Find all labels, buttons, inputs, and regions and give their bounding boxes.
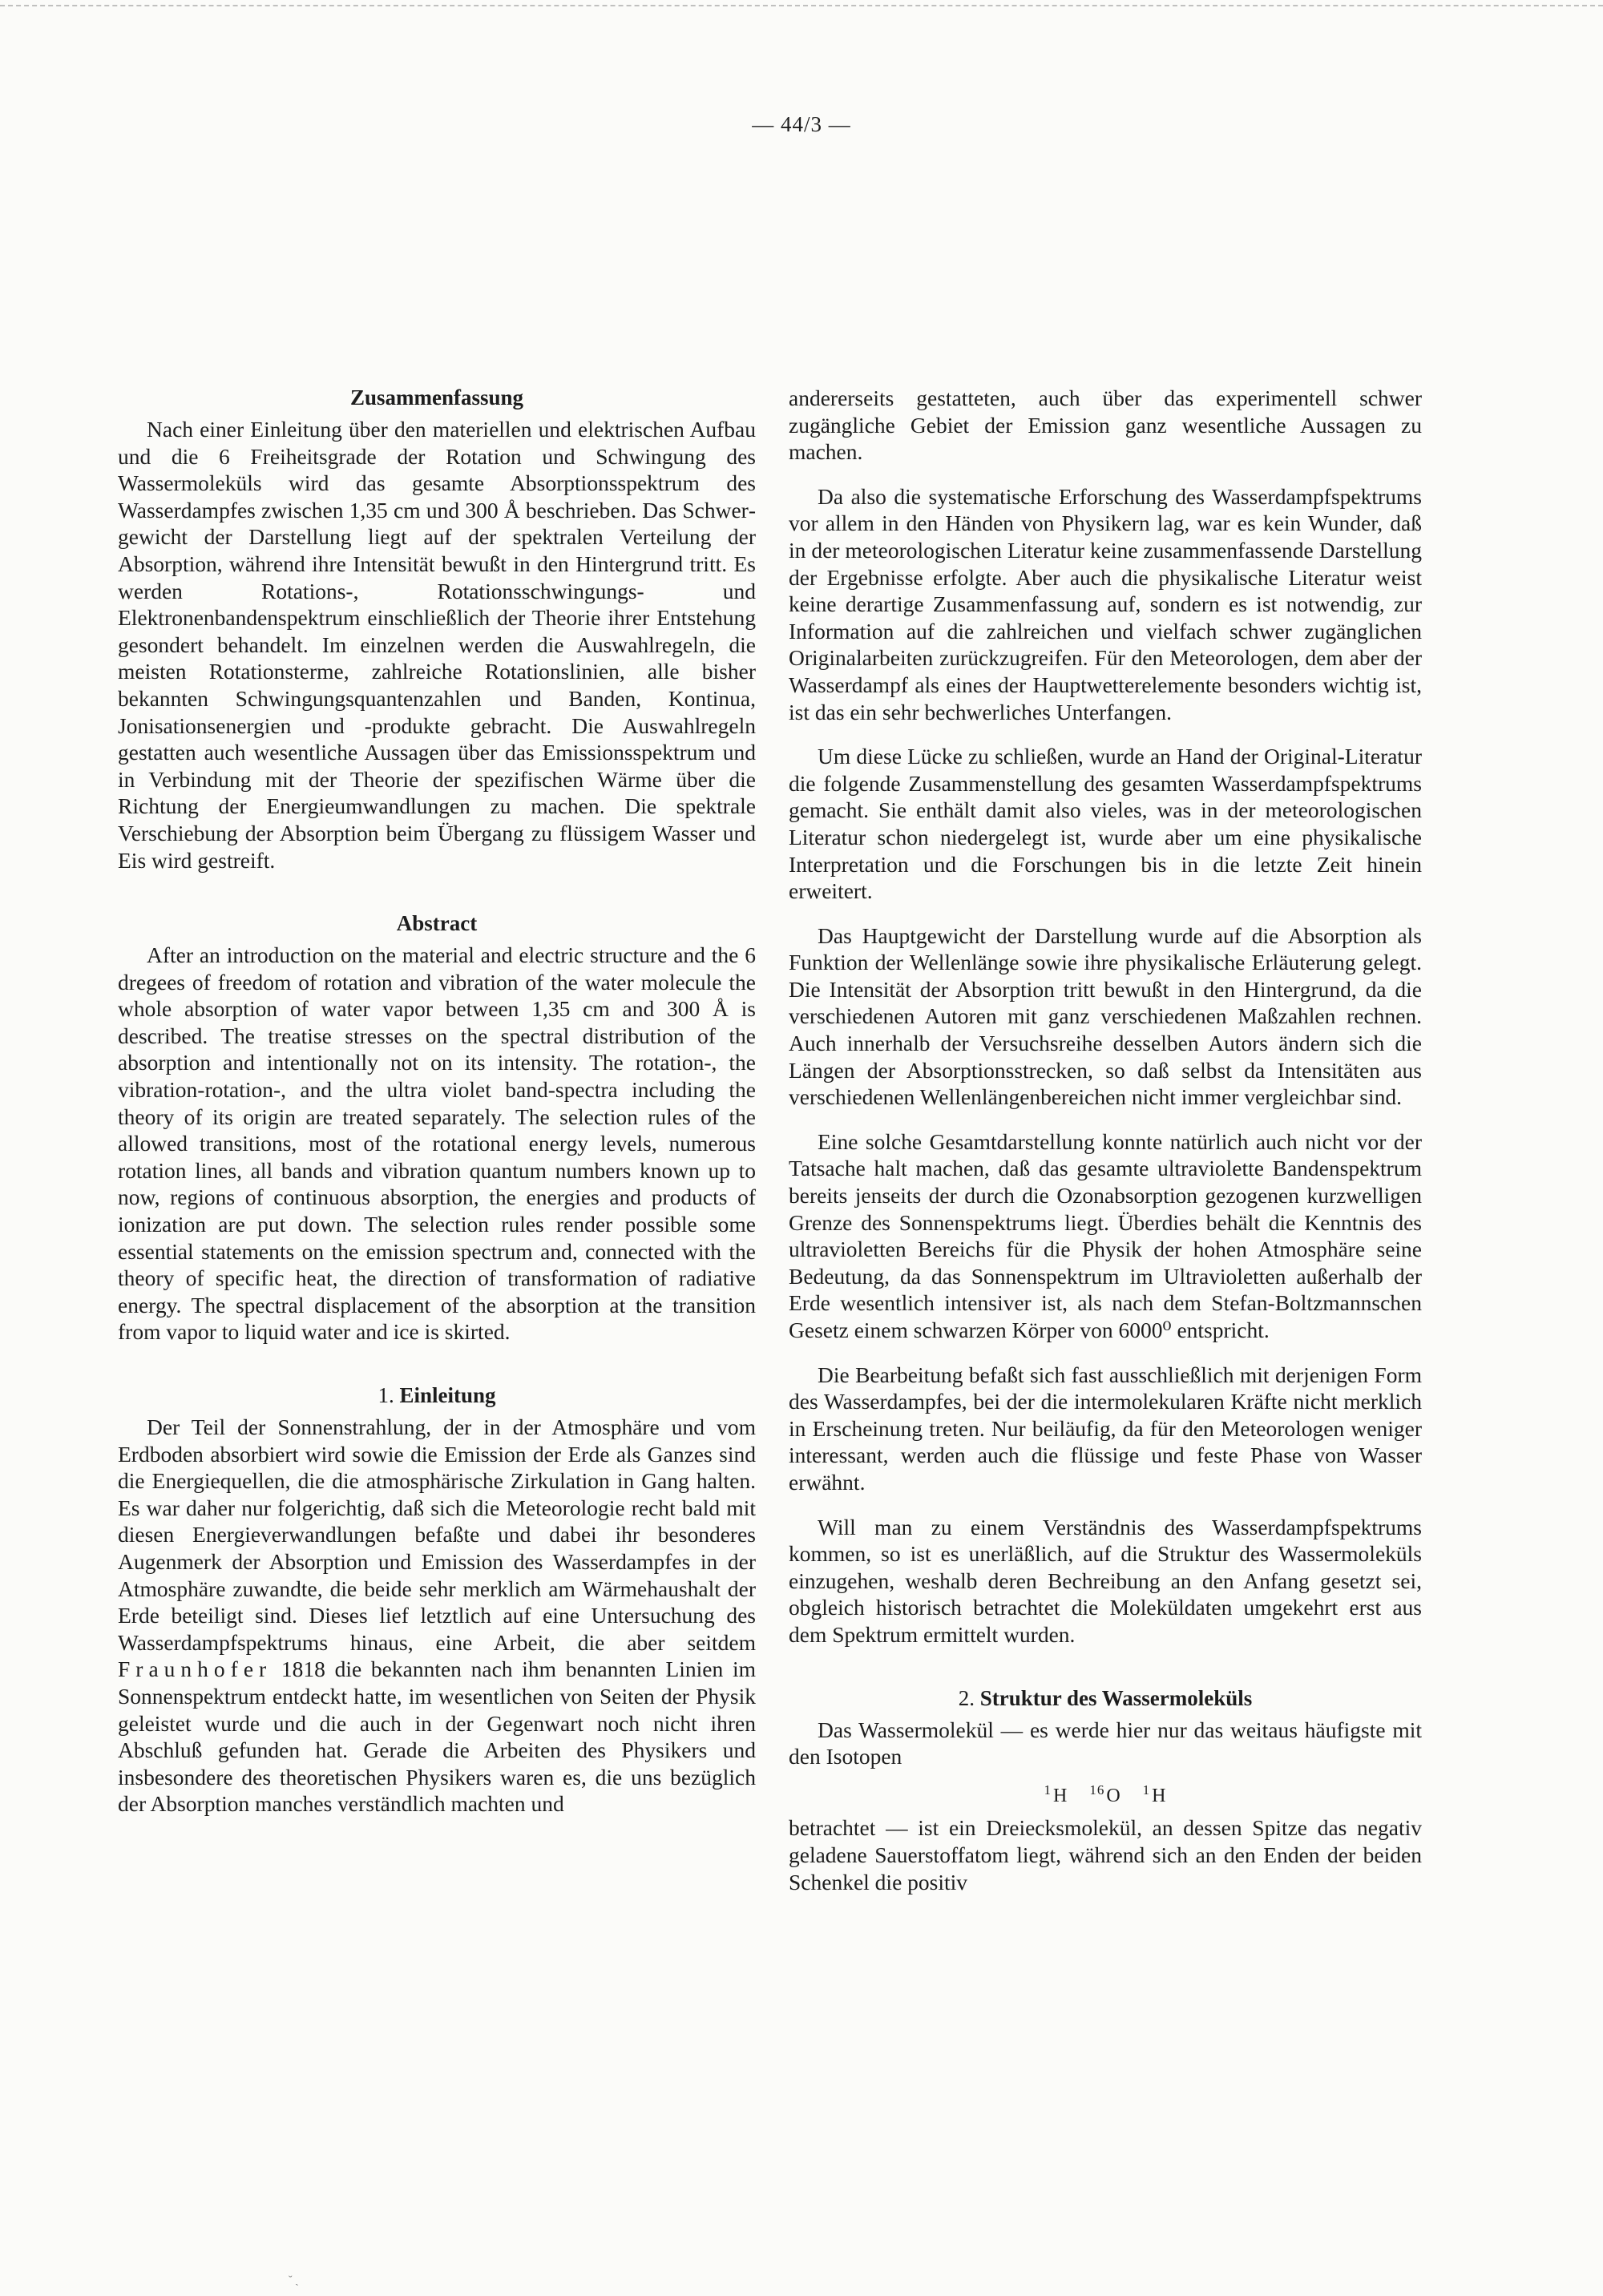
paragraph-main-emphasis: Das Hauptgewicht der Darstellung wurde auf die Absorption als Funktion der Wellenlänge sowie ihre physikalische Erläuterung gelegt. Die Intensität der Absorption tritt bewußt in den Hintergrund, da die verschiedenen Autoren mit ganz verschiedenen Maßzahlen rechnen. Auch innerhalb der Versuchsreihe desselben Autors ändern sich die Längen der Absorptionsstrecken, so daß selbst da Intensitäten aus verschiedenen Wellenlängenbereichen nicht immer vergleichbar sind.	[789, 922, 1422, 1110]
paragraph-structure-intro: Will man zu einem Verständnis des Wasserdampfspektrums kommen, so ist es unerläßlich, auf die Struktur des Wassermoleküls einzugehen, weshalb deren Bechreibung an den Anfang gesetzt sei, obgleich historisch betrachtet die Moleküldaten umgekehrt erst aus dem Spektrum ermittelt wurden.	[789, 1514, 1422, 1647]
section-2-title: Struktur des Wassermoleküls	[979, 1685, 1253, 1710]
introduction-text-a: Der Teil der Sonnenstrahlung, der in der Atmosphäre und vom Erdboden absorbiert wird sowie die Emission der Erde als Ganzes sind die Energiequellen, die die atmosphärische Zirkulation in Gang halten. Es war daher nur folgerichtig, daß sich die Meteorologie recht bald mit diesen Energieverwandlungen befaßte und dabei ihr besonderes Augenmerk der Absorption und Emission des Wasserdampfes in der Atmosphäre zuwandte, die beide sehr merklich am Wärmehaushalt der Erde beteiligt sind. Dieses lief letztlich auf eine Untersuchung des Wasserdampfspektrums hinaus, eine Arbeit, die aber seitdem	[118, 1414, 756, 1655]
isotope-hydrogen-1: $^1$H	[1044, 1782, 1068, 1806]
isotope-oxygen-16: $^{16}$O	[1089, 1782, 1121, 1806]
water-molecule-paragraph: Das Wassermolekül — es werde hier nur das weitaus häufigste mit den Isotopen	[789, 1717, 1422, 1769]
fraunhofer-name: Fraunhofer	[118, 1656, 273, 1682]
section-1-number: 1.	[378, 1383, 394, 1407]
scan-top-rule	[0, 5, 1603, 6]
right-column	[789, 385, 1422, 1895]
section-1-title: Einleitung	[399, 1383, 496, 1407]
paragraph-physics-literature: Da also die systematische Erforschung des Wasserdampfspektrums vor allem in den Händen von Physikern lag, war es kein Wunder, daß in der meteorologischen Literatur keine zusammenfassende Darstellung der Ergebnisse erfolgte. Aber auch die physikalische Literatur weist keine derartige Zusammenfassung auf, sondern es ist notwendig, zur Information auf die zahlreichen und vielfach schwer zugänglichen Originalarbeiten zurückzugreifen. Für den Meteorologen, dem aber der Wasserdampf als eines der Hauptwetterelemente besonders wichtig ist, ist das ein sehr bechwerliches Unterfangen.	[789, 483, 1422, 724]
paragraph-vapor-form: Die Bearbeitung befaßt sich fast ausschließlich mit derjenigen Form des Wasserdampfes, bei der die intermolekularen Kräfte nicht merklich in Erscheinung treten. Nur beiläufig, da für den Meteorologen weniger interessant, werden auch die flüssige und feste Phase von Wasser erwähnt.	[789, 1362, 1422, 1495]
section-2-number: 2.	[958, 1685, 975, 1710]
zusammenfassung-paragraph: Nach einer Einleitung über den materiellen und elektrischen Aufbau und die 6 Freiheitsgrade der Rotation und Schwingung des Wassermoleküls wird das gesamte Absorptionsspektrum des Wasserdampfes zwischen 1,35 cm und 300 Å beschrieben. Das Schwergewicht der Darstellung liegt auf der spektralen Verteilung der Absorption, während ihre Intensität bewußt in den Hintergrund tritt. Es werden Rotations-, Rotationsschwingungs- und Elektronenbandenspektrum einschließlich der Theorie ihrer Entstehung gesondert behandelt. Im einzelnen werden die Auswahlregeln, die meisten Rotationsterme, zahlreiche Rotationslinien, alle bisher bekannten Schwingungsquantenzahlen und Banden, Kontinua, Jonisationsenergien und -produkte gebracht. Die Auswahlregeln gestatten auch wesentliche Aussagen über das Emissionsspektrum und in Verbindung mit der Theorie der spezifischen Wärme über die Richtung der Energieumwandlungen zu machen. Die spektrale Verschiebung der Absorption beim Übergang zu flüssigem Wasser und Eis wird gestreift.	[118, 417, 756, 873]
paragraph-ultraviolet: Eine solche Gesamtdarstellung konnte natürlich auch nicht vor der Tatsache halt machen, daß das gesamte ultraviolette Bandenspektrum bereits jenseits der durch die Ozonabsorption gezogenen kurzwelligen Grenze des Sonnenspektrums liegt. Überdies behält die Kenntnis des ultravioletten Bereichs für die Physik der hohen Atmosphäre seine Bedeutung, da das Sonnenspektrum im Ultravioletten außerhalb der Erde wesentlich intensiver ist, als nach dem Stefan-Boltzmannschen Gesetz einem schwarzen Körper von 6000⁰ entspricht.	[789, 1128, 1422, 1342]
isotope-formula	[789, 1777, 1422, 1810]
paragraph-compilation: Um diese Lücke zu schließen, wurde an Hand der Original-Literatur die folgende Zusammenstellung des gesamten Wasserdampfspektrums gemacht. Sie enthält damit also vieles, was in der meteorologischen Literatur schon niedergelegt ist, wurde aber um eine physikalische Interpretation und die Forschungen bis in die letzte Zeit hinein erweitert.	[789, 744, 1422, 904]
left-column	[118, 385, 756, 1818]
abstract-paragraph: After an introduction on the material and electric structure and the 6 dregees of freedom of rotation and vibration of the water molecule the whole absorption of water vapor between 1,35 cm and 300 Å is described. The treatise stresses on the spectral distribution of the absorption and intentionally not on its intensity. The rotation-, the vibration-rotation-, and the ultra violet band-spectra including the theory of its origin are treated separately. The selection rules of the allowed transitions, most of the rotational energy levels, numerous rotation lines, all bands and vibration quantum numbers known up to now, regions of continuous absorption, the energies and products of ionization are put down. The selection rules render possible some essential statements on the emission spectrum and, connected with the theory of specific heat, the direction of transformation of radiative energy. The spectral displacement of the absorption at the transition from vapor to liquid water and ice is skirted.	[118, 942, 756, 1345]
continuation-paragraph: andererseits gestatteten, auch über das experimentell schwer zugängliche Gebiet der Emission ganz wesentliche Aussagen zu machen.	[789, 385, 1422, 465]
section-1-heading	[118, 1382, 756, 1409]
zusammenfassung-heading: Zusammenfassung	[349, 385, 524, 410]
triangle-molecule-paragraph: betrachtet — ist ein Dreiecksmolekül, an dessen Spitze das negativ geladene Sauerstoffatom liegt, während sich an den Enden der beiden Schenkel die positiv	[789, 1815, 1422, 1895]
page-number: — 44/3 —	[752, 112, 851, 136]
introduction-paragraph	[118, 1414, 756, 1818]
introduction-text-b: 1818 die bekannten nach ihm benannten Linien im Sonnenspektrum entdeckt hatte, im wesentlichen von Seiten der Physik geleistet wurde und die auch in der Gegenwart noch nicht ihren Abschluß gefunden hat. Gerade die Arbeiten des Physikers und insbesondere des theoretischen Physikers waren es, die uns bezüglich der Absorption manches verständlich machten und	[118, 1656, 757, 1817]
section-2-heading	[789, 1685, 1422, 1712]
isotope-hydrogen-2: $^1$H	[1142, 1782, 1167, 1806]
scan-artifact: ˘ ˎ	[289, 2274, 299, 2286]
abstract-heading: Abstract	[396, 911, 478, 936]
